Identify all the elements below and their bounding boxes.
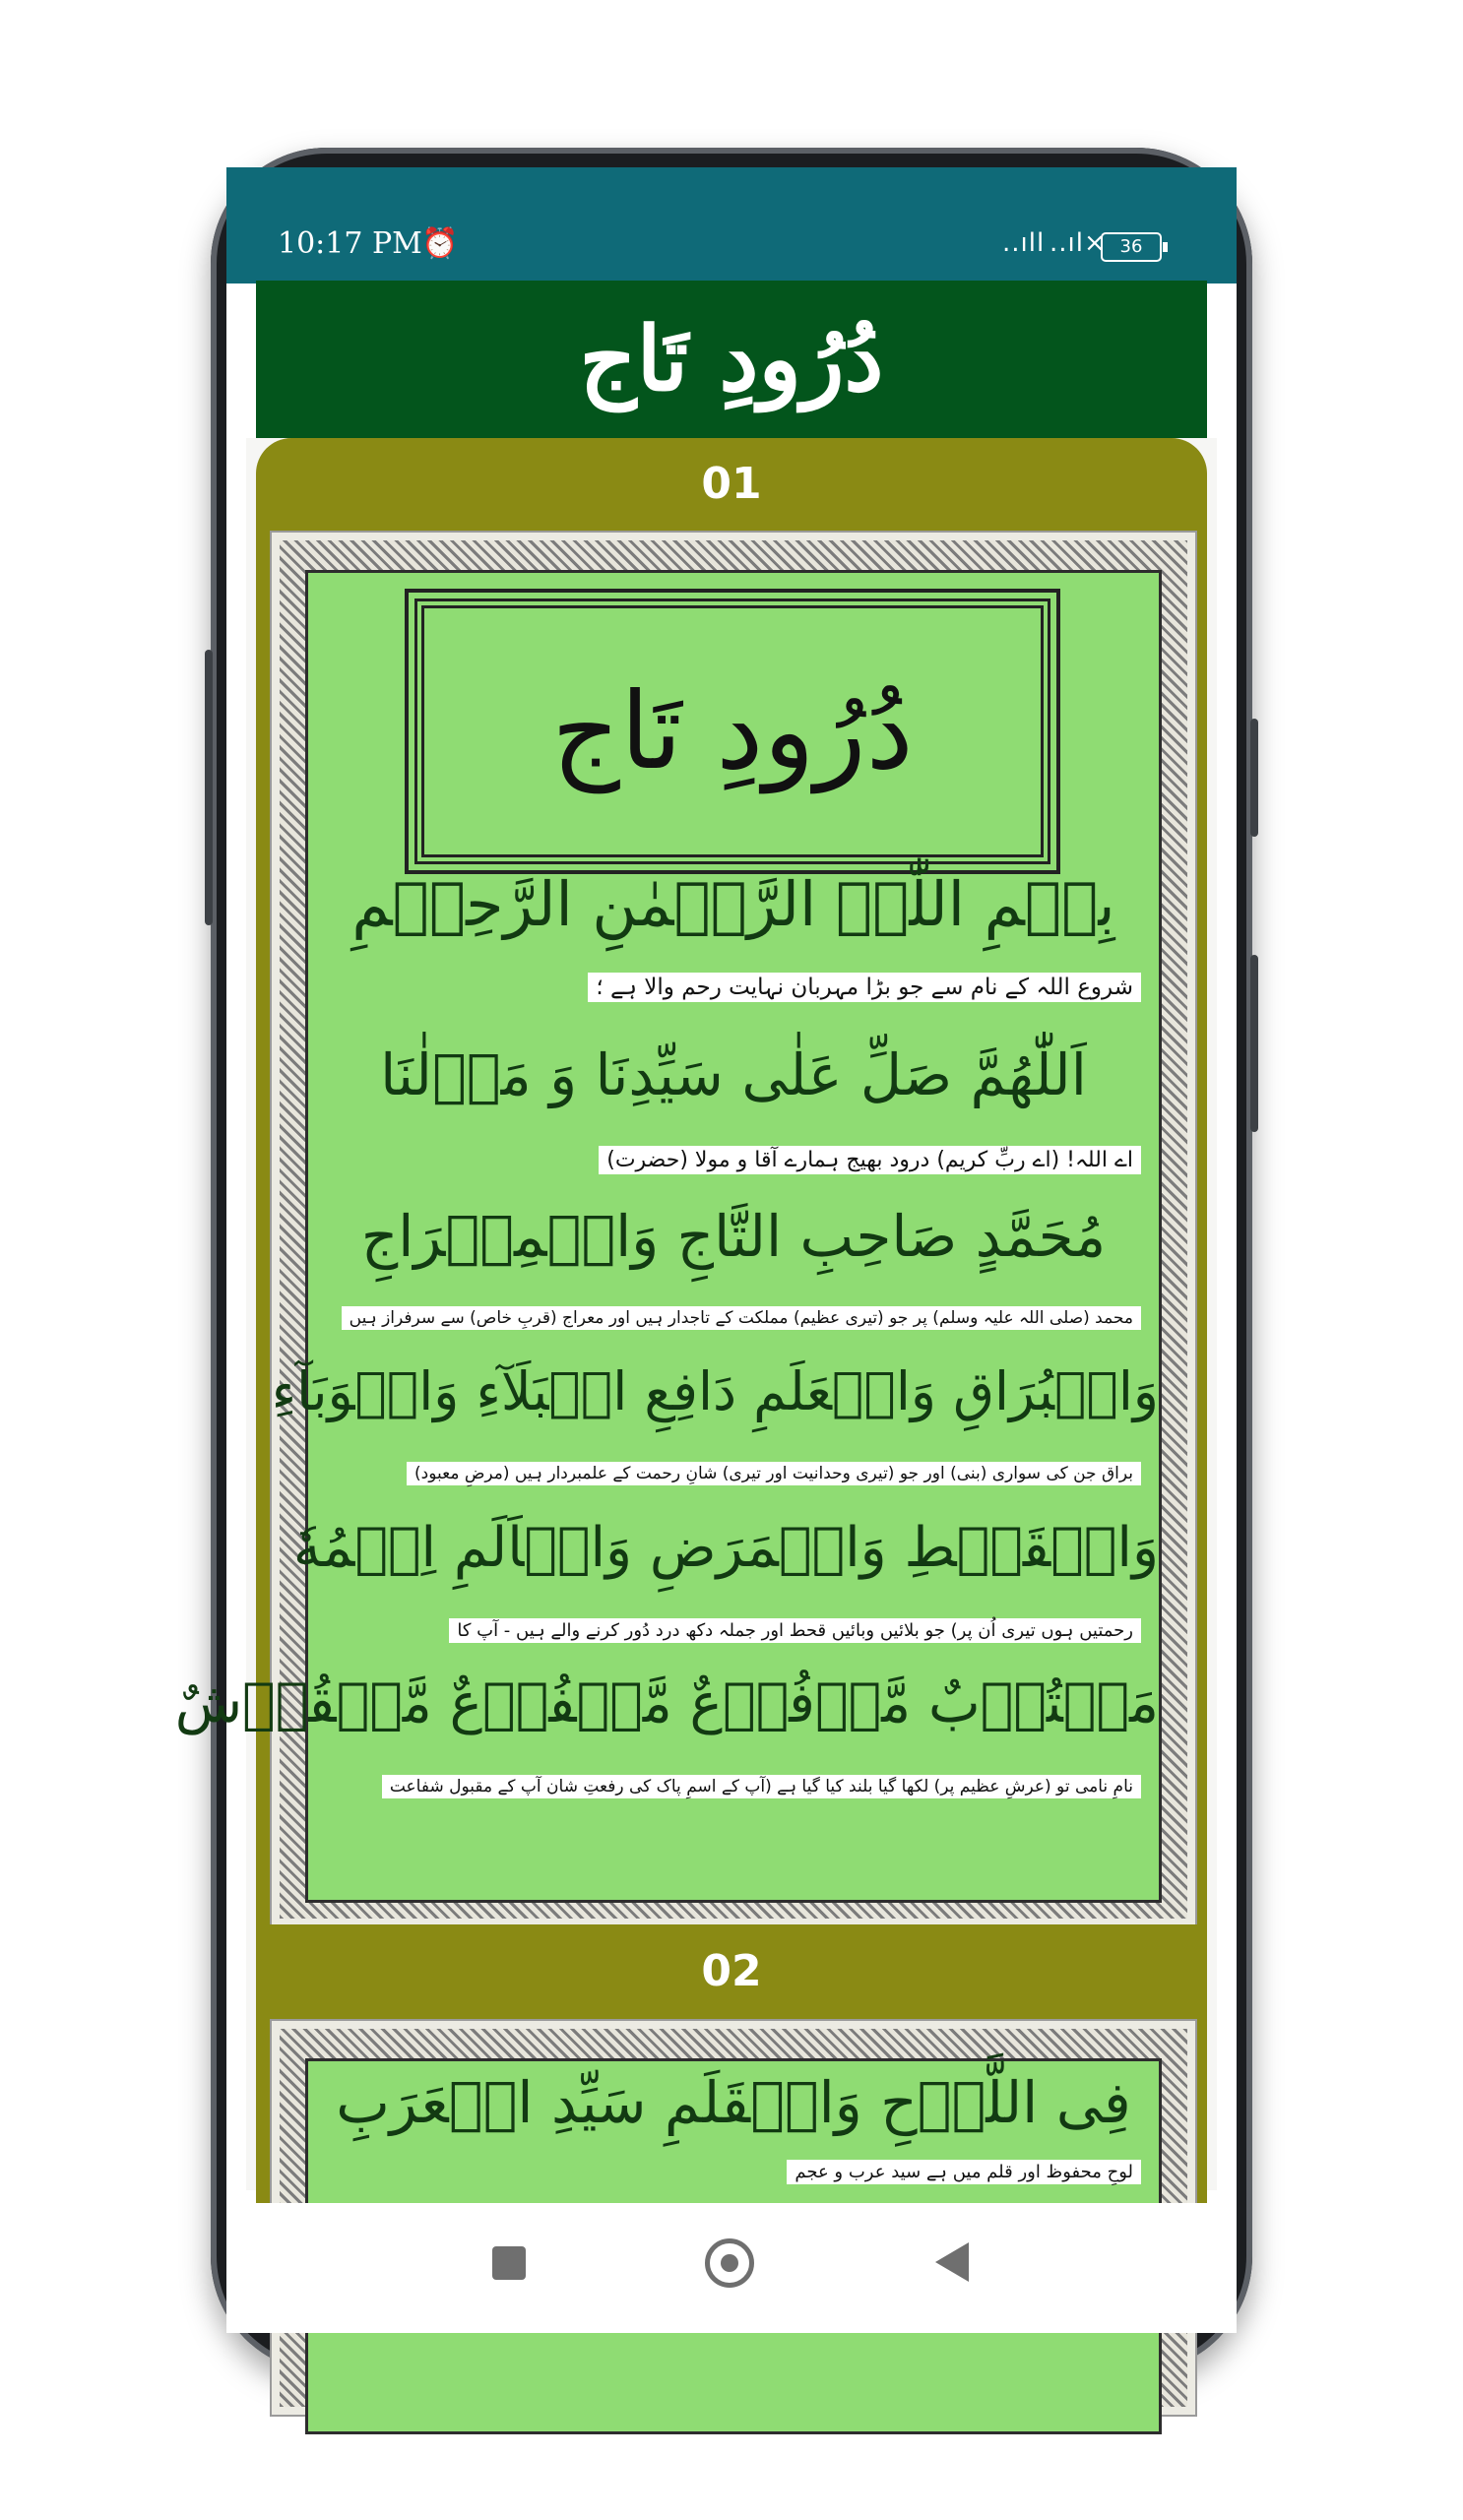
translation-line: نامِ نامی تو (عرشِ عظیم پر) لکھا گیا بلند کیا گیا ہے (آپ کے اسمِ پاک کی رفعتِ شان آپ کے مقبول شفاعت xyxy=(382,1775,1141,1798)
app-bar xyxy=(256,281,1207,438)
arabic-line: وَالۡبُرَاقِ وَالۡعَلَمِ دَافِعِ الۡبَلَآءِ وَالۡوَبَآءِ xyxy=(271,1360,1159,1422)
durood-image-plate xyxy=(174,531,1197,1928)
card-number: 01 xyxy=(701,459,762,509)
arabic-line: مَکۡتُوۡبٌ مَّرۡفُوۡعٌ مَّشۡفُوۡعٌ مَّنۡقُوۡشٌ xyxy=(174,1671,1159,1735)
translation-line: اے اللہ! (اے ربِّ کریم) درود بھیج ہمارے آقا و مولا (حضرت) xyxy=(599,1146,1141,1174)
app-title: دُرُودِ تَاج xyxy=(579,307,884,411)
side-button-right-top xyxy=(1250,719,1258,837)
arabic-line: اَللّٰھُمَّ صَلِّ عَلٰی سَیِّدِنَا وَ مَوۡلٰنَا xyxy=(380,1041,1087,1108)
volume-button xyxy=(205,650,213,925)
back-triangle-icon[interactable] xyxy=(935,2242,969,2282)
durood-card-01[interactable] xyxy=(174,438,1207,1924)
plate-title: دُرُودِ تَاج xyxy=(551,669,914,793)
durood-list[interactable] xyxy=(174,438,1217,2190)
green-panel xyxy=(174,570,1162,1903)
battery-icon: 36 xyxy=(1101,232,1162,262)
home-circle-icon[interactable] xyxy=(705,2238,754,2288)
arabic-line: مُحَمَّدٍ صَاحِبِ التَّاجِ وَالۡمِعۡرَاجِ xyxy=(360,1203,1107,1270)
translation-line: شروع اللہ کے نام سے جو بڑا مہربان نہایت رحم والا ہے ؛ xyxy=(588,973,1141,1002)
translation-line: رحمتیں ہوں تیری اُن پر) جو بلائیں وبائیں قحط اور جملہ دکھ درد دُور کرنے والے ہیں - آپ کا xyxy=(449,1618,1141,1643)
recents-square-icon[interactable] xyxy=(492,2246,526,2280)
arabic-line: فِی اللَّوۡحِ وَالۡقَلَمِ سَیِّدِ الۡعَرَبِ xyxy=(336,2069,1131,2136)
translation-line: لوحِ محفوظ اور قلم میں ہے سید عرب و عجم xyxy=(787,2160,1141,2184)
translation-line: براق جن کی سواری (بنی) اور جو (تیری وحدانیت اور تیری) شانِ رحمت کے علمبردار ہیں (مرضِ معبود) xyxy=(407,1462,1141,1485)
translation-line: محمد (صلی اللہ علیہ وسلم) پر جو (تیری عظیم) مملکت کے تاجدار ہیں اور معراج (قربِ خاص) سے سرفراز ہیں xyxy=(342,1306,1141,1330)
status-bar xyxy=(226,167,1237,284)
arabic-line: وَالۡقَحۡطِ وَالۡمَرَضِ وَالۡاَلَمِ اِسۡمُهٗ xyxy=(292,1516,1159,1580)
alarm-icon: ⏰ xyxy=(421,226,459,261)
status-time: 10:17 PM xyxy=(278,226,422,261)
navigation-bar xyxy=(226,2203,1237,2333)
arabic-line: بِسۡمِ اللّٰہِ الرَّحۡمٰنِ الرَّحِیۡمِ xyxy=(351,868,1115,940)
phone-screen xyxy=(174,167,1237,2333)
side-button-right-bottom xyxy=(1250,955,1258,1132)
plate-title-frame xyxy=(414,598,1050,864)
signal-icon-1: ..ıll xyxy=(1002,228,1046,258)
signal-icon-2: ..ıl× xyxy=(1050,228,1107,258)
card-number: 02 xyxy=(701,1946,762,1996)
